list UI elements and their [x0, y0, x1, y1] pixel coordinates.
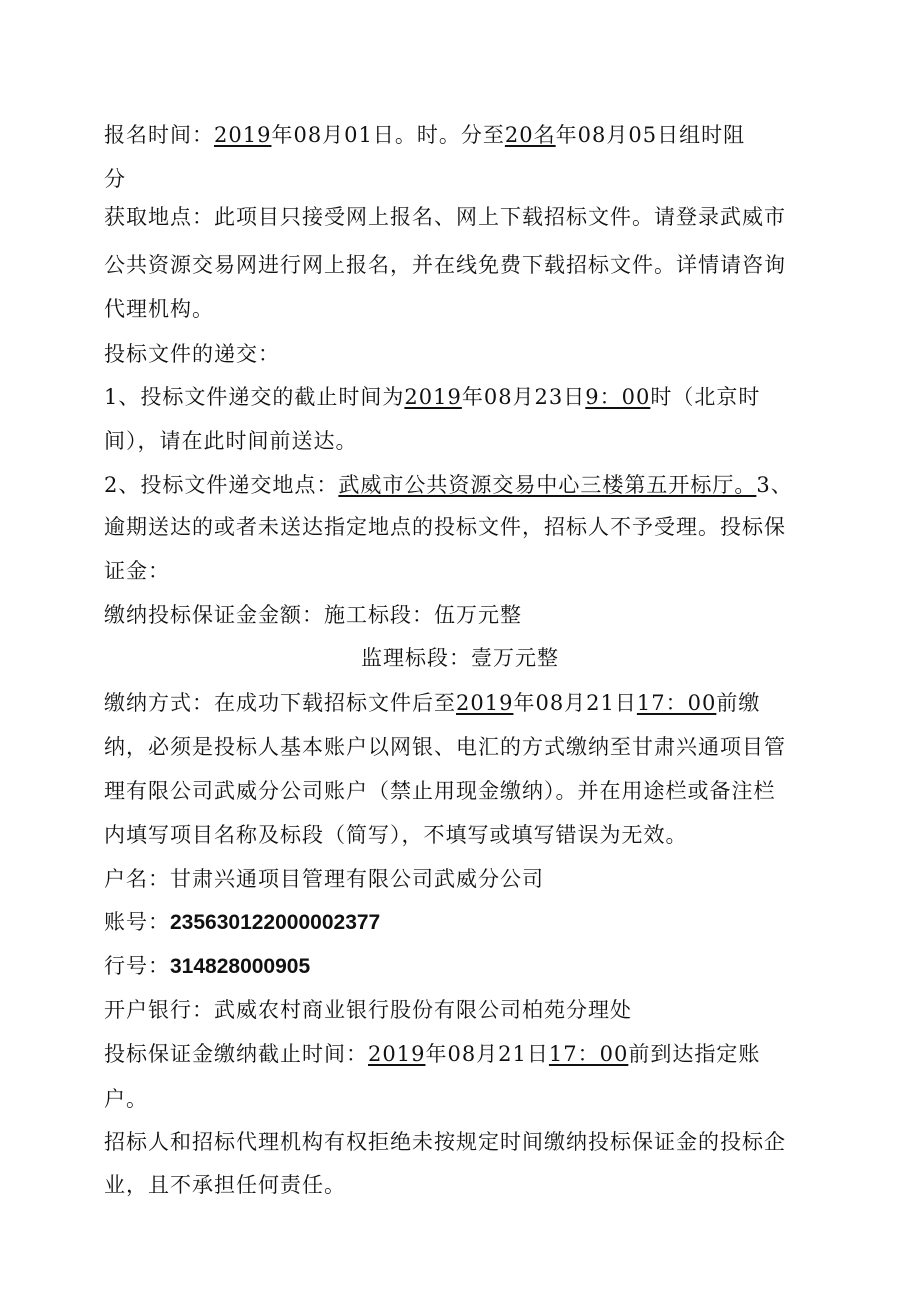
- text: 年08月05日组时阻: [555, 123, 746, 147]
- submission-item-2a: [104, 470, 793, 500]
- registration-time-line: [104, 120, 745, 150]
- deposit-deadline-line-1: [104, 1039, 760, 1069]
- text: 账号：: [104, 910, 170, 934]
- obtain-location-line-1: [104, 202, 786, 232]
- text: 年08月21日: [513, 691, 637, 715]
- text: 间），请在此时间前送达。: [104, 429, 358, 453]
- text: 公共资源交易网进行网上报名，并在线免费下载招标文件。详情请咨询: [104, 253, 786, 277]
- text: 开户银行：武威农村商业银行股份有限公司柏苑分理处: [104, 998, 632, 1022]
- text: 时（北京时: [650, 385, 761, 409]
- text: 招标人和招标代理机构有权拒绝未按规定时间缴纳投标保证金的投标企: [104, 1130, 786, 1154]
- underlined-time: 9：00: [585, 385, 651, 409]
- text: 获取地点：此项目只接受网上报名、网上下载招标文件。请登录武威市: [104, 205, 786, 229]
- text: 证金：: [104, 559, 170, 583]
- text: 2、投标文件递交地点：: [104, 473, 339, 497]
- text: 户名：甘肃兴通项目管理有限公司武威分公司: [104, 867, 544, 891]
- text: 理有限公司武威分公司账户（禁止用现金缴纳）。并在用途栏或备注栏: [104, 779, 776, 803]
- obtain-location-line-2: [104, 250, 786, 280]
- rights-line-2: [104, 1170, 346, 1200]
- text: 投标保证金缴纳截止时间：: [104, 1042, 368, 1066]
- text: 前缴: [716, 691, 761, 715]
- submission-item-1b: [104, 426, 358, 456]
- text: 年08月01日。时。分至: [271, 123, 505, 147]
- text: 分: [104, 167, 126, 191]
- underlined-time: 17：00: [636, 691, 717, 715]
- underlined-year: 2019: [456, 691, 514, 715]
- text: 1、投标文件递交的截止时间为: [104, 385, 405, 409]
- text: 年08月23日: [461, 385, 586, 409]
- registration-time-cont: [104, 164, 126, 194]
- rights-line-1: [104, 1127, 786, 1157]
- deposit-amount-line: [104, 600, 522, 630]
- payment-method-line-2: [104, 732, 786, 762]
- text: 缴纳投标保证金金额：施工标段：伍万元整: [104, 603, 522, 627]
- bank-number: 314828000905: [170, 955, 311, 978]
- account-number: 235630122000002377: [170, 911, 381, 934]
- text: 逾期送达的或者未送达指定地点的投标文件，招标人不予受理。投标保: [104, 515, 786, 539]
- underlined-year: 2019: [214, 123, 272, 147]
- text: 内填写项目名称及标段（简写），不填写或填写错误为无效。: [104, 823, 688, 847]
- underlined-text: 20名: [504, 123, 556, 147]
- text: 投标文件的递交：: [104, 342, 280, 366]
- text: 纳，必须是投标人基本账户以网银、电汇的方式缴纳至甘肃兴通项目管: [104, 735, 786, 759]
- deposit-amount-line-2: [0, 643, 920, 673]
- payment-method-line-4: [104, 820, 688, 850]
- submission-item-2b: [104, 512, 786, 542]
- obtain-location-line-3: [104, 294, 214, 324]
- text: 代理机构。: [104, 297, 214, 321]
- underlined-year: 2019: [404, 385, 462, 409]
- text: 业，且不承担任何责任。: [104, 1173, 346, 1197]
- text: 行号：: [104, 954, 170, 978]
- underlined-location: 武威市公共资源交易中心三楼第五开标厅。: [338, 473, 757, 497]
- underlined-year: 2019: [368, 1042, 426, 1066]
- bank-number-line: [104, 951, 310, 982]
- account-number-line: [104, 907, 380, 938]
- submission-item-2c: [104, 556, 170, 586]
- text: 户。: [104, 1087, 148, 1111]
- deposit-deadline-line-2: [104, 1084, 148, 1114]
- payment-method-line-1: [104, 688, 760, 718]
- underlined-time: 17：00: [548, 1042, 629, 1066]
- submission-heading: [104, 339, 280, 369]
- text: 缴纳方式：在成功下载招标文件后至: [104, 691, 456, 715]
- text: 监理标段：壹万元整: [361, 646, 559, 670]
- payment-method-line-3: [104, 776, 776, 806]
- text: 前到达指定账: [628, 1042, 761, 1066]
- bank-line: [104, 995, 632, 1025]
- text: 年08月21日: [425, 1042, 549, 1066]
- text: 报名时间：: [104, 123, 214, 147]
- submission-item-1a: [104, 382, 760, 412]
- text: 3、: [756, 473, 793, 497]
- account-name-line: [104, 864, 544, 894]
